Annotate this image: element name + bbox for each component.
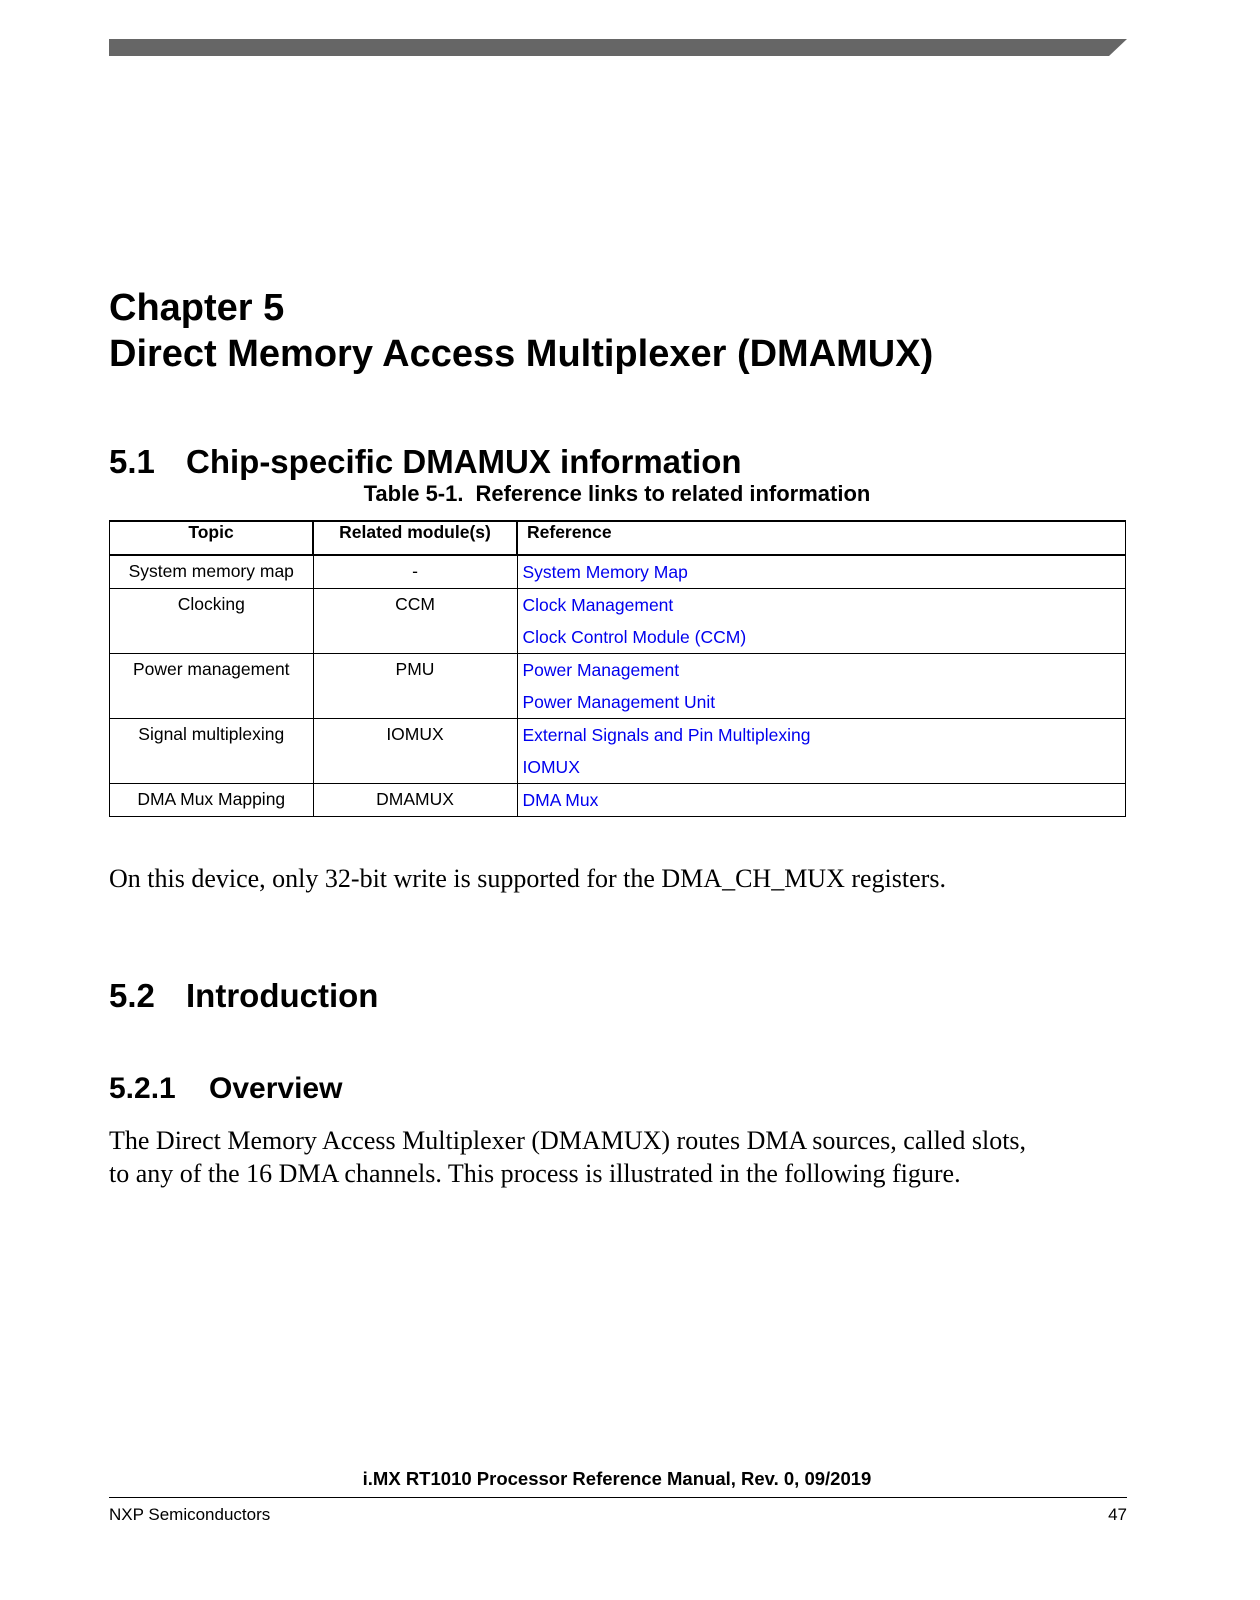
- section-heading-5-2: [109, 976, 378, 1016]
- section-number: 5.2.1: [109, 1072, 176, 1105]
- cell-topic: DMA Mux Mapping: [110, 784, 314, 817]
- link-external-signals[interactable]: External Signals and Pin Multiplexing: [522, 725, 811, 745]
- section-number: 5.2: [109, 977, 155, 1014]
- section-heading-5-2-1: [109, 1071, 342, 1107]
- link-iomux[interactable]: IOMUX: [522, 757, 580, 777]
- footer-rule: [109, 1497, 1127, 1498]
- cell-reference: [517, 719, 1126, 784]
- overview-paragraph: [109, 1124, 1129, 1190]
- chapter-title: Direct Memory Access Multiplexer (DMAMUX): [109, 333, 934, 375]
- cell-module: CCM: [313, 589, 517, 654]
- table-row: [110, 555, 1126, 589]
- cell-topic: System memory map: [110, 555, 314, 589]
- link-clock-management[interactable]: Clock Management: [522, 595, 674, 615]
- section-number: 5.1: [109, 443, 155, 480]
- cell-module: IOMUX: [313, 719, 517, 784]
- section-title: Chip-specific DMAMUX information: [186, 443, 742, 480]
- footer-manual-title: i.MX RT1010 Processor Reference Manual, Rev. 0, 09/2019: [362, 1468, 872, 1489]
- footer-company: NXP Semiconductors: [109, 1505, 271, 1524]
- table-row: [110, 784, 1126, 817]
- overview-line: to any of the 16 DMA channels. This process is illustrated in the following figure.: [109, 1159, 961, 1188]
- cell-topic: Clocking: [110, 589, 314, 654]
- table-caption-title: Reference links to related information: [475, 481, 871, 506]
- table-row: [110, 654, 1126, 719]
- header-reference: Reference: [517, 521, 1126, 555]
- section-title: Overview: [209, 1072, 343, 1105]
- link-power-management-unit[interactable]: Power Management Unit: [522, 692, 716, 712]
- reference-table: [109, 520, 1126, 817]
- table-caption: [0, 481, 1234, 507]
- overview-line: The Direct Memory Access Multiplexer (DMAMUX) routes DMA sources, called slots,: [109, 1126, 1027, 1155]
- cell-topic: Signal multiplexing: [110, 719, 314, 784]
- link-system-memory-map[interactable]: System Memory Map: [522, 562, 688, 582]
- link-clock-control-module[interactable]: Clock Control Module (CCM): [522, 627, 747, 647]
- cell-reference: [517, 589, 1126, 654]
- header-bar-shape: [109, 39, 1127, 56]
- cell-reference: [517, 784, 1126, 817]
- header-topic: Topic: [110, 521, 314, 555]
- footer-page-number: 47: [1108, 1505, 1127, 1524]
- table-caption-label: Table 5-1.: [363, 481, 464, 506]
- chapter-heading: [109, 285, 1109, 377]
- table-header-row: [110, 521, 1126, 555]
- cell-reference: [517, 654, 1126, 719]
- note-paragraph: On this device, only 32-bit write is supported for the DMA_CH_MUX registers.: [109, 864, 946, 893]
- cell-topic: Power management: [110, 654, 314, 719]
- cell-module: -: [313, 555, 517, 589]
- cell-reference: [517, 555, 1126, 589]
- chapter-label: Chapter 5: [109, 287, 285, 329]
- table-row: [110, 719, 1126, 784]
- header-related-modules: Related module(s): [313, 521, 517, 555]
- cell-module: PMU: [313, 654, 517, 719]
- section-heading-5-1: [109, 442, 742, 482]
- link-power-management[interactable]: Power Management: [522, 660, 680, 680]
- table-row: [110, 589, 1126, 654]
- link-dma-mux[interactable]: DMA Mux: [522, 790, 599, 810]
- cell-module: DMAMUX: [313, 784, 517, 817]
- section-title: Introduction: [186, 977, 379, 1014]
- header-bar: [109, 39, 1127, 56]
